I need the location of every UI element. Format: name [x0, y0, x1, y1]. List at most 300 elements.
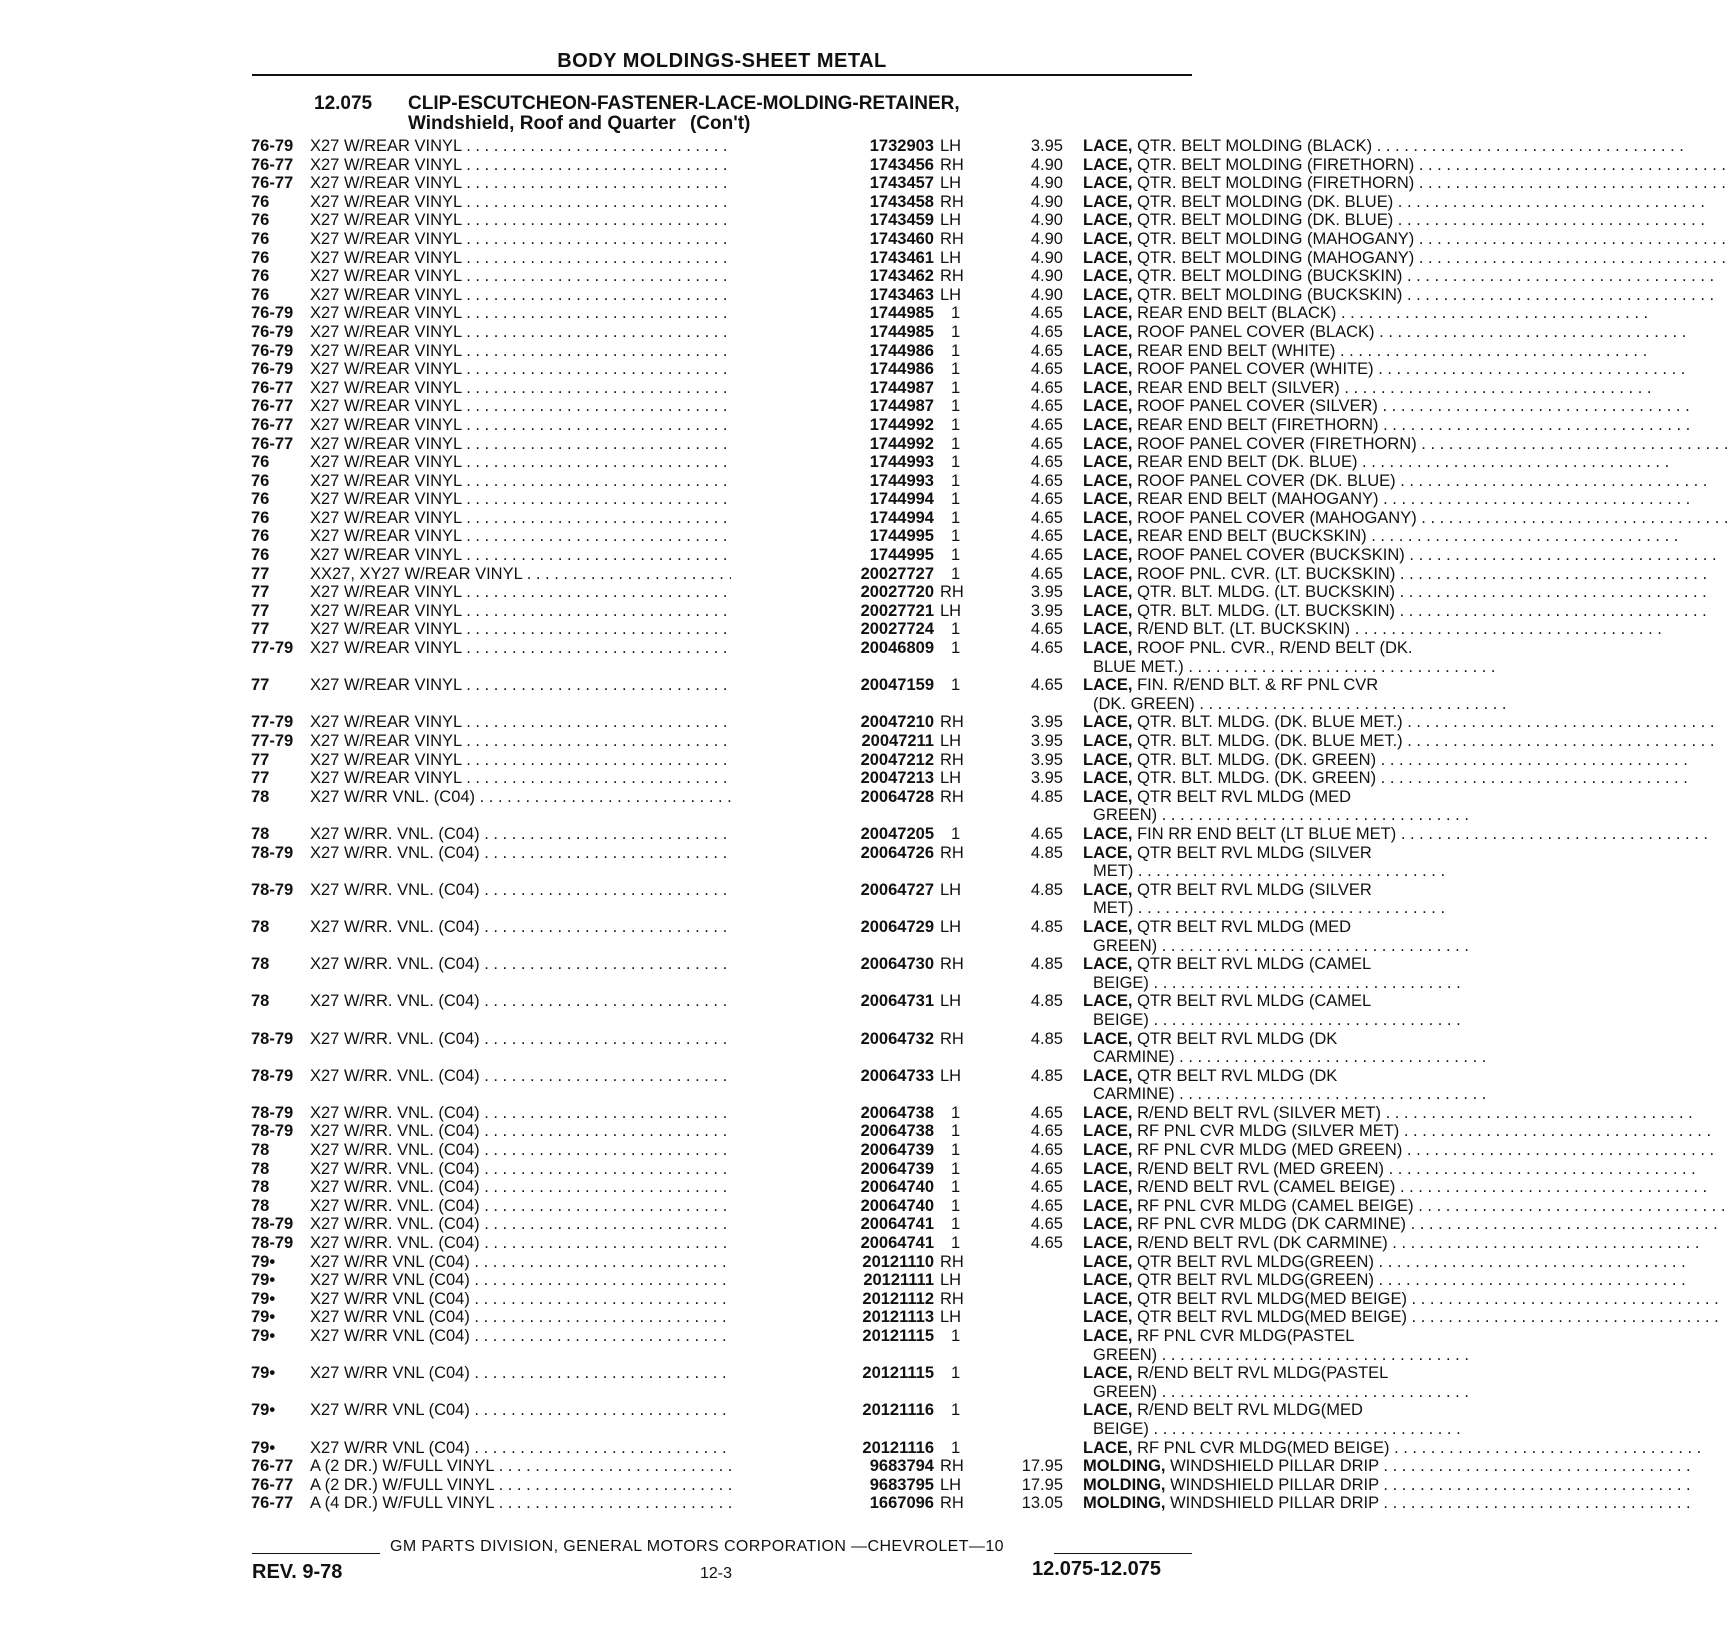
item-description [1083, 751, 1443, 770]
item-detail-continued: CARMINE) [1093, 1085, 1175, 1104]
section-subtitle: Windshield, Roof and Quarter [408, 113, 676, 134]
item-name: LACE, [1083, 1159, 1133, 1178]
part-row [251, 750, 1377, 770]
price: 3.95 [1030, 137, 1063, 155]
item-description [1083, 1439, 1443, 1458]
quantity-side: RH [940, 1289, 964, 1308]
part-number: 20121111 [731, 1271, 934, 1290]
price: 4.65 [1030, 1196, 1063, 1215]
part-number: 20064731 [731, 992, 934, 1011]
model-year: 78-79 [251, 1103, 294, 1122]
application-description: X27 W/RR. VNL. (C04) . . . [310, 992, 826, 1011]
price: 4.65 [1030, 824, 1063, 843]
part-number: 1743460 [731, 230, 934, 249]
quantity-side: 1 [951, 1215, 961, 1234]
part-row [251, 453, 1358, 472]
item-detail-continued: CARMINE) [1093, 1048, 1175, 1067]
application-description: X27 W/RR. VNL. (C04) . . . [310, 1197, 826, 1216]
part-row [251, 527, 1367, 546]
price: 4.65 [1030, 546, 1063, 565]
price: 4.65 [1030, 1159, 1063, 1178]
footer-rule-left [252, 1553, 380, 1554]
item-detail: RF PNL CVR MLDG (CAMEL BEIGE) [1137, 1196, 1414, 1215]
part-row [251, 1178, 1396, 1197]
item-description [1083, 1271, 1443, 1290]
application-description: X27 W/RR. VNL. (C04) . . . [310, 1104, 826, 1123]
part-row [251, 229, 1415, 249]
item-name: LACE, [1083, 1364, 1133, 1383]
part-number: 20064740 [731, 1178, 934, 1197]
item-name: LACE, [1083, 1029, 1133, 1048]
item-name: LACE, [1083, 137, 1133, 155]
item-description [1083, 490, 1443, 509]
item-name: LACE, [1083, 1215, 1133, 1234]
item-name: LACE, [1083, 229, 1133, 248]
quantity-side: 1 [951, 322, 961, 341]
model-year: 76 [251, 546, 270, 565]
item-description [1083, 769, 1443, 788]
price: 4.65 [1030, 1215, 1063, 1234]
part-row [251, 1457, 1379, 1476]
price: 4.65 [1030, 341, 1063, 360]
price: 4.65 [1030, 639, 1063, 658]
item-description [1083, 527, 1443, 546]
part-number: 20064738 [731, 1104, 934, 1123]
model-year: 78-79 [251, 1029, 294, 1048]
quantity-side: 1 [951, 676, 961, 695]
item-description [1083, 1160, 1443, 1179]
item-name: LACE, [1083, 285, 1133, 304]
model-year: 78-79 [251, 1122, 294, 1141]
item-detail: RF PNL CVR MLDG(MED BEIGE) [1137, 1438, 1390, 1457]
item-detail: QTR BELT RVL MLDG (MED [1137, 787, 1352, 806]
item-name: LACE, [1083, 1327, 1133, 1345]
model-year: 77 [251, 676, 270, 695]
application-description: X27 W/REAR VINYL . . . [310, 379, 826, 398]
price: 4.65 [1030, 1103, 1063, 1122]
item-name: LACE, [1083, 750, 1133, 769]
item-detail: ROOF PANEL COVER (FIRETHORN) [1137, 434, 1417, 453]
quantity-side: RH [940, 1494, 964, 1513]
price: 3.95 [1030, 713, 1063, 732]
quantity-side: LH [940, 1066, 962, 1085]
model-year: 77 [251, 620, 270, 639]
price: 4.65 [1030, 1234, 1063, 1253]
price: 4.65 [1030, 527, 1063, 546]
part-row [251, 787, 1352, 825]
item-name: LACE, [1083, 155, 1133, 174]
item-description [1083, 1308, 1443, 1327]
section-number: 12.075 [314, 93, 373, 114]
page-number: 12-3 [700, 1565, 733, 1582]
application-description: X27 W/REAR VINYL . . . [310, 509, 826, 528]
quantity-side: 1 [951, 508, 961, 527]
item-detail: ROOF PNL. CVR. (LT. BUCKSKIN) [1137, 564, 1396, 583]
application-description: X27 W/RR. VNL. (C04) . . . [310, 1030, 826, 1049]
header-rule [252, 74, 1192, 76]
item-name: MOLDING, [1083, 1457, 1166, 1476]
model-year: 77-79 [251, 713, 294, 732]
application-description: X27 W/REAR VINYL . . . [310, 286, 826, 305]
quantity-side: RH [940, 1457, 964, 1476]
parts-list [251, 137, 1417, 1513]
item-detail: QTR BELT RVL MLDG (CAMEL [1137, 992, 1372, 1011]
item-detail: ROOF PANEL COVER (SILVER) [1137, 397, 1378, 416]
item-detail: QTR BELT RVL MLDG (CAMEL [1137, 955, 1372, 974]
quantity-side: RH [940, 787, 964, 806]
application-description: X27 W/RR VNL. (C04) . . . [310, 788, 826, 807]
application-description: X27 W/REAR VINYL . . . [310, 453, 826, 472]
price: 3.95 [1030, 583, 1063, 602]
item-description [1083, 1234, 1443, 1253]
item-description [1083, 1290, 1443, 1309]
item-description [1083, 1364, 1443, 1401]
model-year: 76 [251, 267, 270, 286]
quantity-side: LH [940, 601, 962, 620]
part-number: 20121115 [731, 1327, 934, 1346]
price: 4.65 [1030, 564, 1063, 583]
item-detail: R/END BELT RVL (DK CARMINE) [1137, 1234, 1388, 1253]
model-year: 77 [251, 564, 270, 583]
item-detail-continued: BEIGE) [1093, 1010, 1149, 1029]
item-name: LACE, [1083, 490, 1133, 509]
part-row [251, 1327, 1355, 1364]
item-name: LACE, [1083, 546, 1133, 565]
part-row [251, 1252, 1374, 1272]
item-detail: QTR. BLT. MLDG. (LT. BUCKSKIN) [1137, 601, 1396, 620]
price: 17.95 [1021, 1457, 1063, 1476]
application-description: X27 W/REAR VINYL . . . [310, 249, 826, 268]
part-row [251, 824, 1397, 844]
part-row [251, 676, 1379, 713]
item-name: LACE, [1083, 1401, 1133, 1420]
model-year: 78 [251, 1141, 270, 1160]
price: 4.65 [1030, 360, 1063, 379]
application-description: X27 W/REAR VINYL . . . [310, 620, 826, 639]
price: 4.90 [1030, 267, 1063, 286]
item-name: MOLDING, [1083, 1475, 1166, 1494]
item-name: LACE, [1083, 824, 1133, 843]
price: 4.85 [1030, 917, 1063, 936]
section-range: 12.075-12.075 [1032, 1558, 1162, 1580]
item-detail: QTR. BELT MOLDING (BLACK) [1137, 137, 1373, 155]
application-description: X27 W/RR. VNL. (C04) . . . [310, 825, 826, 844]
item-description [1083, 639, 1443, 676]
item-description [1083, 230, 1443, 249]
quantity-side: 1 [951, 378, 961, 397]
item-name: LACE, [1083, 787, 1133, 806]
item-description [1083, 1215, 1443, 1234]
price: 4.85 [1030, 955, 1063, 974]
part-row [251, 267, 1403, 286]
part-row [251, 1122, 1400, 1141]
model-year: 78-79 [251, 1234, 294, 1253]
price: 4.65 [1030, 304, 1063, 323]
item-description [1083, 416, 1443, 435]
model-year: 77 [251, 601, 270, 620]
model-year: 76-77 [251, 1475, 294, 1494]
model-year: 76 [251, 453, 270, 472]
quantity-side: 1 [951, 1234, 961, 1253]
part-row [251, 174, 1415, 193]
item-description [1083, 1178, 1443, 1197]
item-detail: RF PNL CVR MLDG (MED GREEN) [1137, 1141, 1403, 1160]
quantity-side: LH [940, 248, 962, 267]
part-row [251, 248, 1415, 268]
model-year: 78 [251, 955, 270, 974]
application-description: X27 W/RR VNL (C04) . . . [310, 1327, 826, 1346]
price: 4.65 [1030, 676, 1063, 695]
item-description [1083, 286, 1443, 305]
item-description [1083, 1253, 1443, 1272]
quantity-side: 1 [951, 824, 961, 843]
part-row [251, 471, 1396, 491]
quantity-side: 1 [951, 546, 961, 565]
part-row [251, 546, 1405, 565]
model-year: 79• [251, 1252, 276, 1271]
item-description [1083, 602, 1443, 621]
model-year: 76-77 [251, 1457, 294, 1476]
part-row [251, 1159, 1385, 1179]
part-number: 20121112 [731, 1290, 934, 1309]
part-row [251, 341, 1336, 361]
model-year: 79• [251, 1289, 276, 1308]
item-detail: QTR BELT RVL MLDG (SILVER [1137, 880, 1372, 899]
part-row [251, 917, 1352, 955]
part-row [251, 1029, 1338, 1067]
price: 4.65 [1030, 620, 1063, 639]
part-row [251, 732, 1403, 751]
quantity-side: LH [940, 1271, 962, 1290]
quantity-side: 1 [951, 1364, 961, 1383]
part-number: 1744987 [731, 379, 934, 398]
application-description: X27 W/REAR VINYL . . . [310, 602, 826, 621]
application-description: X27 W/REAR VINYL . . . [310, 416, 826, 435]
part-number: 1744987 [731, 397, 934, 416]
part-row [251, 1289, 1407, 1309]
item-name: LACE, [1083, 955, 1133, 974]
application-description: X27 W/REAR VINYL . . . [310, 267, 826, 286]
model-year: 76 [251, 527, 270, 546]
model-year: 79• [251, 1401, 276, 1420]
item-detail: REAR END BELT (BLACK) [1137, 304, 1337, 323]
part-number: 1744985 [731, 304, 934, 323]
model-year: 79• [251, 1327, 276, 1345]
price: 4.65 [1030, 322, 1063, 341]
part-row [251, 955, 1372, 992]
model-year: 76 [251, 508, 270, 527]
part-row [251, 490, 1379, 509]
application-description: X27 W/REAR VINYL . . . [310, 676, 826, 695]
item-description [1083, 565, 1443, 584]
part-number: 1743461 [731, 249, 934, 268]
quantity-side: 1 [951, 527, 961, 546]
item-detail: QTR. BELT MOLDING (FIRETHORN) [1137, 155, 1415, 174]
part-row [251, 211, 1394, 230]
item-description [1083, 546, 1443, 565]
application-description: XX27, XY27 W/REAR VINYL . . . [310, 565, 826, 584]
model-year: 76-77 [251, 155, 294, 174]
part-row [251, 415, 1379, 435]
application-description: X27 W/RR VNL (C04) . . . [310, 1401, 826, 1420]
quantity-side: RH [940, 750, 964, 769]
item-description [1083, 360, 1443, 379]
item-name: LACE, [1083, 1141, 1133, 1160]
item-detail: QTR. BLT. MLDG. (DK. BLUE MET.) [1137, 713, 1403, 732]
item-description [1083, 955, 1443, 992]
item-description [1083, 249, 1443, 268]
application-description: X27 W/REAR VINYL . . . [310, 174, 826, 193]
item-name: LACE, [1083, 769, 1133, 788]
item-detail: FIN. R/END BLT. & RF PNL CVR [1137, 676, 1379, 695]
quantity-side: 1 [951, 1178, 961, 1197]
part-number: 1744995 [731, 546, 934, 565]
item-description [1083, 267, 1443, 286]
model-year: 77-79 [251, 639, 294, 658]
item-description [1083, 453, 1443, 472]
part-row [251, 1271, 1374, 1290]
item-name: LACE, [1083, 1271, 1133, 1290]
part-number: 20121113 [731, 1308, 934, 1327]
quantity-side: RH [940, 1252, 964, 1271]
application-description: X27 W/REAR VINYL . . . [310, 713, 826, 732]
item-description [1083, 193, 1443, 212]
application-description: X27 W/RR. VNL. (C04) . . . [310, 1178, 826, 1197]
model-year: 78 [251, 917, 270, 936]
section-title: CLIP-ESCUTCHEON-FASTENER-LACE-MOLDING-RETAINER, [408, 93, 960, 114]
price: 4.85 [1030, 880, 1063, 899]
item-name: LACE, [1083, 992, 1133, 1011]
quantity-side: 1 [951, 564, 961, 583]
item-detail: R/END BELT RVL MLDG(PASTEL [1137, 1364, 1389, 1383]
item-detail: QTR BELT RVL MLDG (DK [1137, 1066, 1338, 1085]
item-detail: QTR. BELT MOLDING (MAHOGANY) [1137, 248, 1415, 267]
price: 4.65 [1030, 490, 1063, 509]
item-detail: QTR BELT RVL MLDG (MED [1137, 917, 1352, 936]
part-number: 20121115 [731, 1364, 934, 1383]
application-description: X27 W/RR. VNL. (C04) . . . [310, 918, 826, 937]
item-detail-continued: BEIGE) [1093, 1419, 1149, 1438]
price: 4.65 [1030, 1178, 1063, 1197]
part-number: 20064741 [731, 1215, 934, 1234]
item-name: LACE, [1083, 1066, 1133, 1085]
part-row [251, 360, 1374, 379]
part-number: 20047205 [731, 825, 934, 844]
part-number: 20047159 [731, 676, 934, 695]
price: 4.65 [1030, 1122, 1063, 1141]
part-number: 20047211 [731, 732, 934, 751]
price: 17.95 [1021, 1475, 1063, 1494]
quantity-side: 1 [951, 1438, 961, 1457]
part-row [251, 992, 1372, 1029]
part-number: 20064726 [731, 844, 934, 863]
item-name: LACE, [1083, 1252, 1133, 1271]
item-name: LACE, [1083, 583, 1133, 602]
item-name: LACE, [1083, 360, 1133, 379]
item-name: LACE, [1083, 378, 1133, 397]
price: 13.05 [1021, 1494, 1063, 1513]
part-number: 1743462 [731, 267, 934, 286]
item-name: LACE, [1083, 917, 1133, 936]
application-description: X27 W/REAR VINYL . . . [310, 490, 826, 509]
item-name: LACE, [1083, 1438, 1133, 1457]
model-year: 76-77 [251, 378, 294, 397]
item-detail: REAR END BELT (FIRETHORN) [1137, 415, 1379, 434]
item-name: LACE, [1083, 1103, 1133, 1122]
item-detail: ROOF PNL. CVR., R/END BELT (DK. [1137, 639, 1413, 658]
item-detail: QTR. BELT MOLDING (DK. BLUE) [1137, 211, 1394, 230]
item-description [1083, 379, 1443, 398]
item-description [1083, 1476, 1443, 1495]
part-number: 20064729 [731, 918, 934, 937]
item-name: LACE, [1083, 1178, 1133, 1197]
item-name: LACE, [1083, 564, 1133, 583]
item-description [1083, 1494, 1443, 1513]
item-description [1083, 211, 1443, 230]
quantity-side: 1 [951, 471, 961, 490]
quantity-side: 1 [951, 639, 961, 658]
model-year: 78 [251, 1159, 270, 1178]
price: 4.65 [1030, 434, 1063, 453]
part-number: 20064738 [731, 1122, 934, 1141]
quantity-side: 1 [951, 304, 961, 323]
application-description: X27 W/REAR VINYL . . . [310, 230, 826, 249]
application-description: A (2 DR.) W/FULL VINYL . . . [310, 1457, 826, 1476]
model-year: 76-77 [251, 174, 294, 193]
item-description [1083, 137, 1443, 156]
price: 4.90 [1030, 211, 1063, 230]
part-row [251, 285, 1403, 305]
part-number: 20064741 [731, 1234, 934, 1253]
part-number: 20064728 [731, 788, 934, 807]
application-description: X27 W/REAR VINYL . . . [310, 211, 826, 230]
part-row [251, 620, 1351, 639]
item-description [1083, 1457, 1443, 1476]
application-description: X27 W/RR VNL (C04) . . . [310, 1271, 826, 1290]
part-number: 20027724 [731, 620, 934, 639]
part-number: 1744994 [731, 490, 934, 509]
item-detail: REAR END BELT (MAHOGANY) [1137, 490, 1379, 509]
application-description: X27 W/REAR VINYL . . . [310, 546, 826, 565]
quantity-side: RH [940, 1029, 964, 1048]
quantity-side: LH [940, 1475, 962, 1494]
item-description [1083, 732, 1443, 751]
application-description: X27 W/REAR VINYL . . . [310, 435, 826, 454]
quantity-side: LH [940, 137, 962, 155]
part-row [251, 1438, 1390, 1458]
part-row [251, 137, 1373, 156]
footer-rule-right [1054, 1553, 1192, 1554]
model-year: 76-79 [251, 322, 294, 341]
application-description: X27 W/REAR VINYL . . . [310, 304, 826, 323]
item-detail: R/END BELT RVL (CAMEL BEIGE) [1137, 1178, 1396, 1197]
part-number: 20064732 [731, 1030, 934, 1049]
application-description: X27 W/REAR VINYL . . . [310, 360, 826, 379]
item-detail: RF PNL CVR MLDG (SILVER MET) [1137, 1122, 1400, 1141]
price: 4.65 [1030, 453, 1063, 472]
item-detail-continued: BEIGE) [1093, 973, 1149, 992]
price: 4.65 [1030, 471, 1063, 490]
part-row [251, 1494, 1379, 1513]
item-detail: R/END BELT RVL (MED GREEN) [1137, 1159, 1385, 1178]
quantity-side: 1 [951, 1401, 961, 1420]
part-number: 1732903 [731, 137, 934, 156]
item-description [1083, 713, 1443, 732]
item-description [1083, 304, 1443, 323]
application-description: X27 W/RR. VNL. (C04) . . . [310, 1122, 826, 1141]
footer-publisher: GM PARTS DIVISION, GENERAL MOTORS CORPORATION —CHEVROLET—10 [390, 1538, 1004, 1555]
part-number: 20046809 [731, 639, 934, 658]
